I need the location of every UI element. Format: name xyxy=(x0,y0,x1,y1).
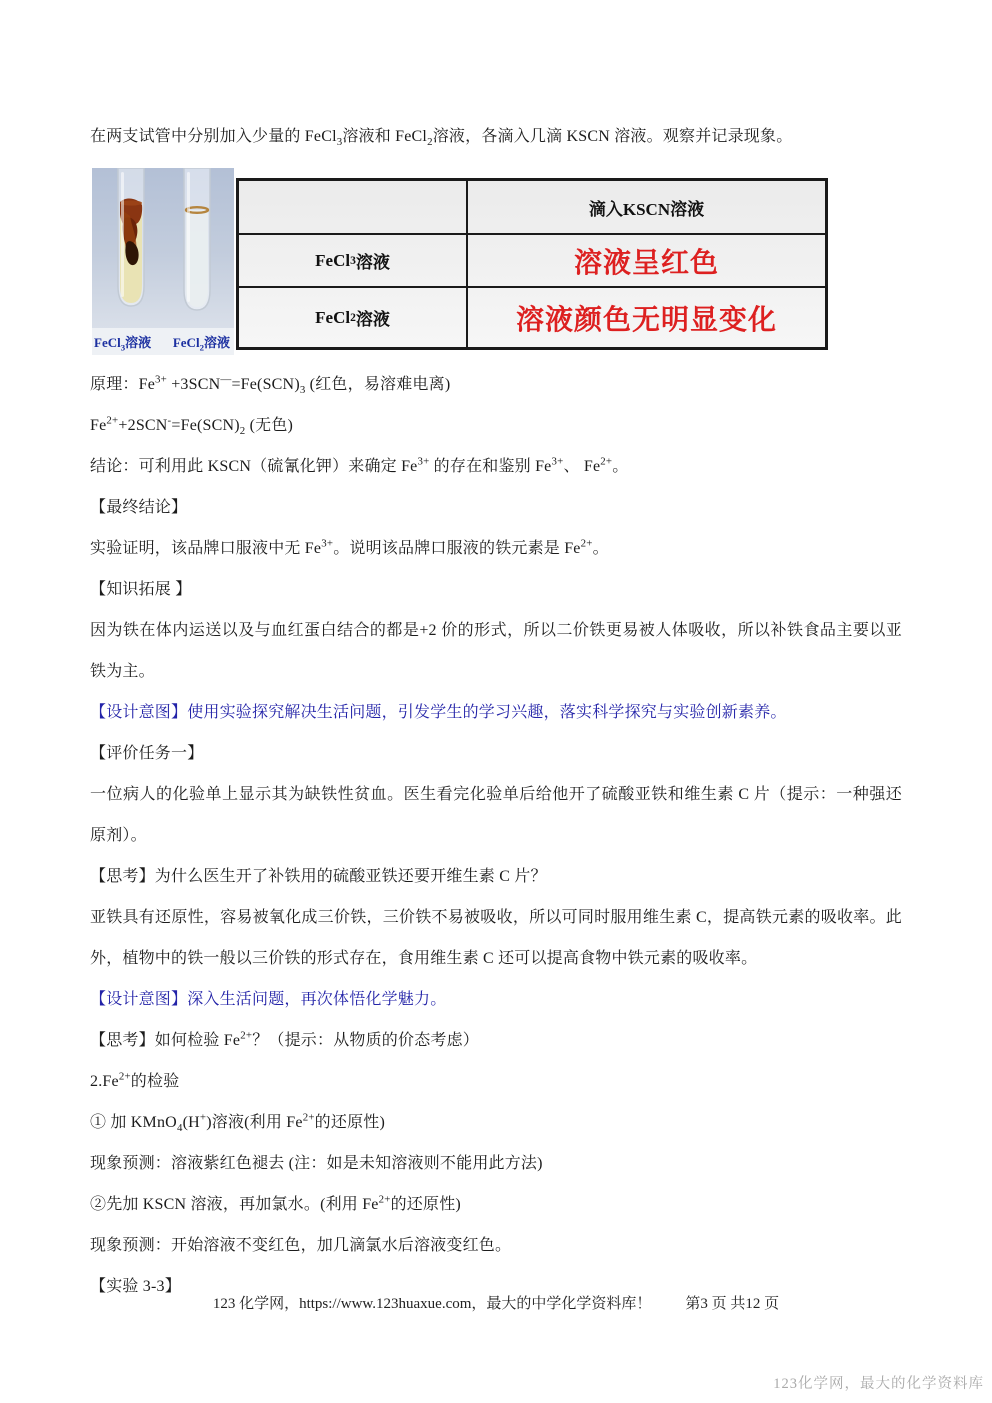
final-conclusion-heading: 【最终结论】 xyxy=(90,499,188,516)
footer-page-number: 第3 页 共12 页 xyxy=(685,1296,780,1312)
table-cell-fecl2: FeCl 2 溶液 xyxy=(239,288,468,347)
method-2-kscn: ②先加 KSCN 溶液，再加氯水。(利用 $Fe^{2+}$的还原性) xyxy=(90,1193,461,1213)
knowledge-expansion-heading: 【知识拓展 】 xyxy=(90,581,192,598)
fe2-test-heading: $2.Fe^{2+}$的检验 xyxy=(90,1070,180,1090)
experiment-figure xyxy=(92,168,902,355)
intro-paragraph: 在两支试管中分别加入少量的 FeCl$_3$溶液和 FeCl$_2$溶液，各滴入几滴 KSCN 溶液。观察并记录现象。 xyxy=(90,128,793,149)
principle-equation: 原理：$Fe^{3+} +3SCN^—=Fe(SCN)_3$ (红色，易溶难电离) xyxy=(90,373,451,397)
design-intent-2: 【设计意图】深入生活问题，再次体悟化学魅力。 xyxy=(90,991,447,1008)
footer-site-text: 123 化学网，https://www.123huaxue.com，最大的中学化学资料库！ xyxy=(212,1296,652,1312)
conclusion-line: 结论：可利用此 KSCN（硫氰化钾）来确定 $Fe^{3+}$ 的存在和鉴别 $Fe^{3+}$、 $Fe^{2+}$。 xyxy=(90,455,629,475)
ferrous-reducibility-text: 亚铁具有还原性，容易被氧化成三价铁，三价铁不易被吸收，所以可同时服用维生素 C，提高铁元素的吸收率。此外，植物中的铁一般以三价铁的形式存在，食用维生素 C 还可以提高食物中铁元素的吸收率。 xyxy=(90,909,902,967)
prediction-2: 现象预测：开始溶液不变红色，加几滴氯水后溶液变红色。 xyxy=(90,1237,512,1254)
tube-label-fecl2: FeCl$_2$溶液 xyxy=(172,335,230,353)
watermark-text: 123化学网，最大的化学资料库 xyxy=(773,1376,984,1392)
tube-labels-row xyxy=(92,328,234,355)
final-conclusion-text: 实验证明，该品牌口服液中无 $Fe^{3+}$。说明该品牌口服液的铁元素是 $Fe^{2+}$。 xyxy=(90,537,609,557)
experiment-3-3-heading: 【实验 3-3】 xyxy=(90,1278,181,1295)
document-content xyxy=(90,116,902,1307)
results-table xyxy=(236,178,828,350)
table-cell-fecl3-result: 溶液呈红色 xyxy=(468,235,825,288)
method-1-kmno4: ① 加 KMnO$_4$(H+)溶液(利用 $Fe^{2+}$的还原性) xyxy=(90,1111,386,1135)
table-corner-cell xyxy=(239,181,468,235)
test-tubes-image xyxy=(92,168,234,328)
fe2-equation: $Fe^{2+}+2SCN^-=Fe(SCN)_2$ (无色) xyxy=(90,414,294,438)
evaluation-task-heading: 【评价任务一】 xyxy=(90,745,204,762)
test-tubes-photo xyxy=(92,168,234,355)
table-header-kscn: 滴入KSCN溶液 xyxy=(468,181,825,235)
prediction-1: 现象预测：溶液紫红色褪去 (注：如是未知溶液则不能用此方法) xyxy=(90,1155,543,1172)
think-question-2: 【思考】如何检验 $Fe^{2+}$？（提示：从物质的价态考虑） xyxy=(90,1029,479,1049)
table-cell-fecl2-result: 溶液颜色无明显变化 xyxy=(515,304,777,336)
patient-case-text: 一位病人的化验单上显示其为缺铁性贫血。医生看完化验单后给他开了硫酸亚铁和维生素 C 片（提示：一种强还原剂）。 xyxy=(90,786,902,844)
table-cell-fecl3: FeCl 3 溶液 xyxy=(239,235,468,288)
tube-label-fecl3: FeCl$_3$溶液 xyxy=(94,335,152,353)
design-intent-1: 【设计意图】使用实验探究解决生活问题，引发学生的学习兴趣，落实科学探究与实验创新素养。 xyxy=(90,704,787,721)
test-tubes-illustration xyxy=(92,168,234,328)
iron-absorption-text: 因为铁在体内运送以及与血红蛋白结合的都是+2 价的形式，所以二价铁更易被人体吸收，所以补铁食品主要以亚铁为主。 xyxy=(90,622,902,680)
think-question-1: 【思考】为什么医生开了补铁用的硫酸亚铁还要开维生素 C 片？ xyxy=(90,868,547,885)
page-footer xyxy=(0,1294,992,1314)
